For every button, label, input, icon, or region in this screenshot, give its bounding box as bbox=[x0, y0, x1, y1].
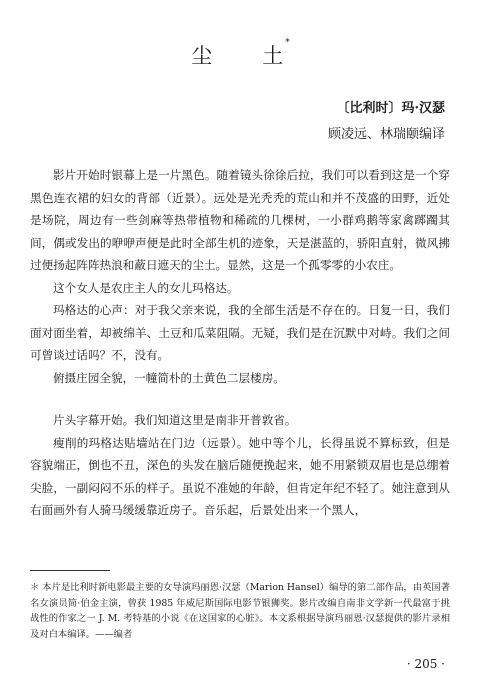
paragraph: 俯摄庄园全貌，一幢简朴的土黄色二层楼房。 bbox=[53, 370, 285, 385]
translators: 顾凌远、林瑞颐编译 bbox=[327, 127, 445, 142]
title-char-1: 尘 bbox=[191, 44, 215, 68]
paragraph: 玛格达的心声：对于我父亲来说，我的全部生活是不存在的。日复一日，我们面对面坐着，却被绵羊、土豆和瓜菜阻隔。无疑，我们是在沉默中对峙。我们之间可曾谈过话吗？不，没有。 bbox=[30, 303, 450, 362]
page-title bbox=[0, 40, 483, 70]
body-text bbox=[30, 164, 450, 522]
author-name: 〔比利时〕玛·汉瑟 bbox=[336, 101, 445, 116]
page-number: · 205 · bbox=[406, 657, 445, 671]
title-char-2: 土 bbox=[262, 44, 286, 68]
footnote-rule bbox=[30, 570, 110, 571]
footnote: ＊ 本片是比利时新电影最主要的女导演玛丽恩·汉瑟（Marion Hansel）编导的第二部作品，由英国著名女演员简·伯金主演，曾获 1985 年威尼斯国际电影节银狮奖。影片改编自南非文学新一代最富于挑战性的作家之一 J. M. 考特基的小说《在这国家的心脏》。本文系根据导演玛丽恩·汉瑟提供的影片录相及对白本编译。——编者 bbox=[30, 582, 450, 640]
byline bbox=[328, 96, 445, 148]
paragraph: 瘦削的玛格达贴墙站在门边（远景）。她中等个儿，长得虽说不算标致，但是容貌端正，倒也不丑，深色的头发在脑后随便挽起来，她不用紧锁双眉也是总绷着尖脸，一副闷闷不乐的样子。虽说不准她的年龄，但肯定年纪不轻了。她注意到从右面画外有人骑马缓缓靠近房子。音乐起，后景处出来一个黑人， bbox=[30, 435, 450, 517]
footnote-marker: * bbox=[285, 38, 292, 48]
paragraph: 影片开始时银幕上是一片黑色。随着镜头徐徐后拉，我们可以看到这是一个穿黑色连衣裙的妇女的背部（近景）。远处是光秃秃的荒山和并不茂盛的田野，近处是场院，周边有一些剑麻等热带植物和稀疏的几棵树，一小群鸡鹅等家禽踯躅其间，偶或发出的咿咿声便是此时全部生机的迹象，天是湛蓝的，骄阳直射，微风拂过便扬起阵阵热浪和蔽日遮天的尘土。显然，这是一个孤零零的小农庄。 bbox=[30, 168, 450, 272]
paragraph: 片头字幕开始。我们知道这里是南非开普敦省。 bbox=[53, 413, 297, 427]
paragraph: 这个女人是农庄主人的女儿玛格达。 bbox=[53, 280, 239, 295]
